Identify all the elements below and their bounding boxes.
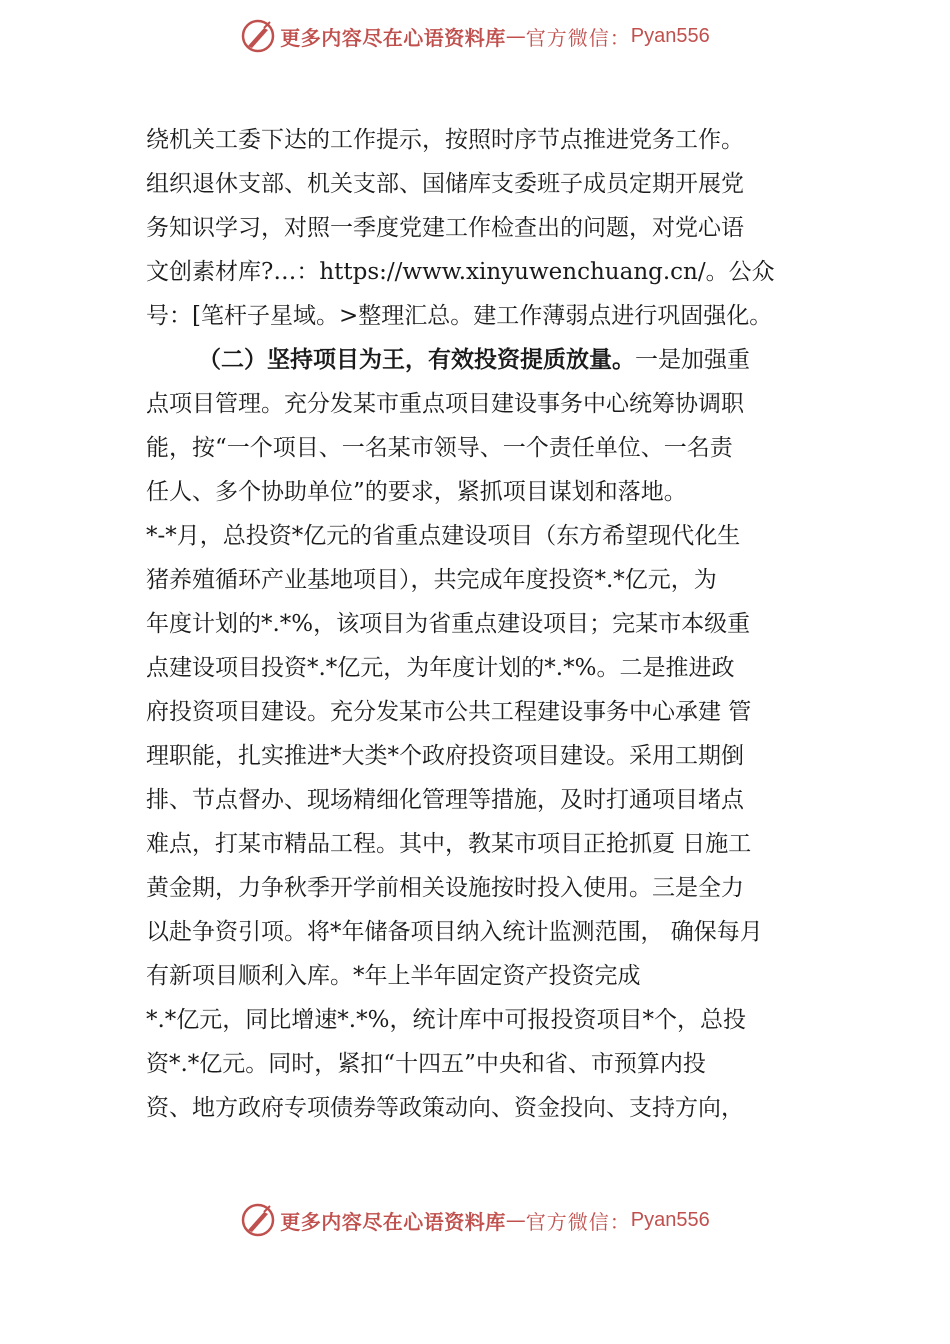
text-line: 有新项目顺利入库。*年上半年固定资产投资完成	[146, 963, 641, 989]
text-line: 资、地方政府专项债券等政策动向、资金投向、支持方向，	[146, 1095, 744, 1121]
text-line: 猪养殖循环产业基地项目），共完成年度投资*.*亿元，为	[146, 567, 717, 593]
text-line: 任人、多个协助单位”的要求，紧抓项目谋划和落地。	[146, 479, 687, 505]
text-line: 号：[笔杆子星域。>整理汇总。建工作薄弱点进行巩固强化。	[146, 303, 773, 329]
wechat-id: Pyan556	[630, 24, 710, 47]
pen-logo-icon	[240, 18, 276, 54]
wechat-label: 官方微信：	[525, 25, 631, 50]
text-line: 府投资项目建设。充分发某市公共工程建设事务中心承建 管	[146, 699, 752, 725]
document-body	[146, 118, 826, 1130]
paragraph-project-investment	[146, 338, 826, 1130]
pen-logo-icon	[240, 1202, 276, 1238]
text-line: 绕机关工委下达的工作提示，按照时序节点推进党务工作。	[146, 127, 744, 153]
footer-banner	[0, 1200, 950, 1240]
text-line: 资*.*亿元。同时，紧扣“十四五”中央和省、市预算内投	[146, 1051, 706, 1077]
text-line: 黄金期，力争秋季开学前相关设施按时投入使用。三是全力	[146, 875, 744, 901]
text-line: 理职能，扎实推进*大类*个政府投资项目建设。采用工期倒	[146, 743, 744, 769]
header-banner	[0, 16, 950, 56]
text-line: 组织退休支部、机关支部、国储库支委班子成员定期开展党	[146, 171, 744, 197]
text-line: 点项目管理。充分发某市重点项目建设事务中心统筹协调职	[146, 391, 744, 417]
text-line: 务知识学习，对照一季度党建工作检查出的问题，对党心语	[146, 215, 744, 241]
text-line: 能，按“一个项目、一名某市领导、一个责任单位、一名责	[146, 435, 733, 461]
separator-dash: —	[505, 1208, 526, 1232]
text-line: *.*亿元，同比增速*.*%，统计库中可报投资项目*个，总投	[146, 1007, 746, 1033]
brand-name: 更多内容尽在心语资料库	[280, 1209, 506, 1234]
text-line: 年度计划的*.*%，该项目为省重点建设项目；完某市本级重	[146, 611, 751, 637]
text-line: 文创素材库?…：https://www.xinyuwenchuang.cn/。公众	[146, 259, 775, 285]
wechat-id: Pyan556	[630, 1208, 710, 1231]
section-heading-line	[146, 338, 826, 382]
brand-name: 更多内容尽在心语资料库	[280, 25, 506, 50]
text-line: 排、节点督办、现场精细化管理等措施，及时打通项目堵点	[146, 787, 744, 813]
paragraph-party-work	[146, 118, 826, 338]
text-line: 点建设项目投资*.*亿元，为年度计划的*.*%。二是推进政	[146, 655, 735, 681]
section-heading: （二）坚持项目为王，有效投资提质放量。	[198, 347, 635, 373]
wechat-label: 官方微信：	[525, 1209, 631, 1234]
text-line: 难点，打某市精品工程。其中，教某市项目正抢抓夏 日施工	[146, 831, 752, 857]
heading-line-rest: 一是加强重	[635, 347, 750, 373]
separator-dash: —	[505, 24, 526, 48]
text-line: 以赴争资引项。将*年储备项目纳入统计监测范围， 确保每月	[146, 919, 763, 945]
text-line: *-*月，总投资*亿元的省重点建设项目（东方希望现代化生	[146, 523, 741, 549]
